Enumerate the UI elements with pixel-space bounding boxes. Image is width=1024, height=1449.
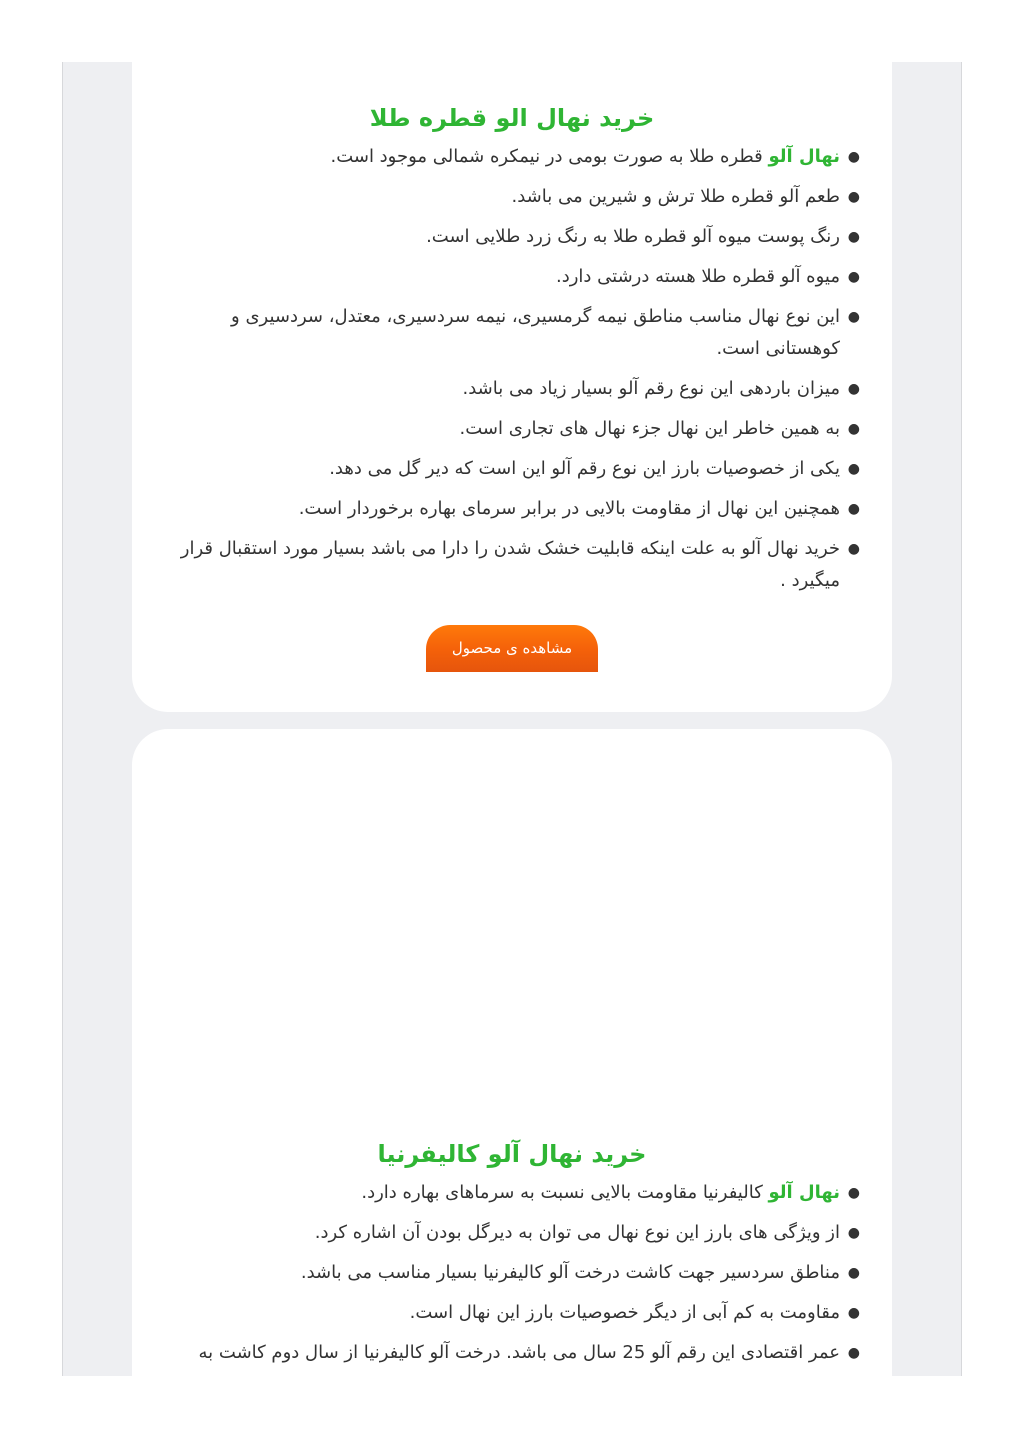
bullet-icon: ●	[847, 380, 860, 397]
feature-list	[162, 1177, 862, 1369]
list-item	[162, 181, 860, 213]
list-item-text: از ویژگی های بارز این نوع نهال می توان به دیرگل بودن آن اشاره کرد.	[314, 1221, 840, 1243]
list-item-text: طعم آلو قطره طلا ترش و شیرین می باشد.	[511, 185, 840, 207]
bullet-icon: ●	[847, 308, 860, 325]
list-item	[162, 1337, 860, 1369]
list-item	[162, 141, 860, 173]
list-item	[162, 1217, 860, 1249]
plum-sapling-link[interactable]: نهال آلو	[768, 1181, 840, 1203]
feature-list	[162, 141, 862, 597]
list-item	[162, 1177, 860, 1209]
list-item	[162, 413, 860, 445]
bullet-icon: ●	[847, 500, 860, 517]
product-card-golden-drop-plum	[132, 62, 892, 712]
bullet-icon: ●	[847, 228, 860, 245]
list-item-text: رنگ پوست میوه آلو قطره طلا به رنگ زرد طلایی است.	[426, 225, 840, 247]
list-item-text: میوه آلو قطره طلا هسته درشتی دارد.	[555, 265, 840, 287]
button-wrapper	[162, 625, 862, 672]
plum-sapling-link[interactable]: نهال آلو	[768, 145, 840, 167]
bullet-icon: ●	[847, 188, 860, 205]
list-item-text: به همین خاطر این نهال جزء نهال های تجاری است.	[459, 417, 840, 439]
list-item-text: میزان باردهی این نوع رقم آلو بسیار زیاد می باشد.	[462, 377, 840, 399]
bullet-icon: ●	[847, 1184, 860, 1201]
list-item-text: یکی از خصوصیات بارز این نوع رقم آلو این است که دیر گل می دهد.	[329, 457, 840, 479]
list-item-text: کالیفرنیا مقاومت بالایی نسبت به سرماهای بهاره دارد.	[361, 1181, 769, 1203]
bullet-icon: ●	[847, 460, 860, 477]
bullet-icon: ●	[847, 1304, 860, 1321]
list-item-text: مناطق سردسیر جهت کاشت درخت آلو کالیفرنیا بسیار مناسب می باشد.	[300, 1261, 840, 1283]
list-item	[162, 261, 860, 293]
list-item-text: قطره طلا به صورت بومی در نیمکره شمالی موجود است.	[330, 145, 769, 167]
bullet-icon: ●	[847, 1344, 860, 1361]
bullet-icon: ●	[847, 1264, 860, 1281]
bullet-icon: ●	[847, 148, 860, 165]
list-item-text: عمر اقتصادی این رقم آلو 25 سال می باشد. درخت آلو کالیفرنیا از سال دوم کاشت به	[198, 1341, 840, 1363]
list-item	[162, 1257, 860, 1289]
view-product-button[interactable]: مشاهده ی محصول	[426, 625, 598, 672]
bullet-icon: ●	[847, 1224, 860, 1241]
list-item-text: همچنین این نهال از مقاومت بالایی در برابر سرمای بهاره برخوردار است.	[298, 497, 840, 519]
list-item	[162, 221, 860, 253]
list-item	[162, 453, 860, 485]
list-item	[162, 373, 860, 405]
list-item	[162, 533, 860, 597]
list-item-text: خرید نهال آلو به علت اینکه قابلیت خشک شدن را دارا می باشد بسیار مورد استقبال قرار میگیرد .	[180, 537, 840, 591]
list-item-text: این نوع نهال مناسب مناطق نیمه گرمسیری، نیمه سردسیری، معتدل، سردسیری و کوهستانی است.	[231, 305, 840, 359]
bullet-icon: ●	[847, 420, 860, 437]
list-item	[162, 1297, 860, 1329]
list-item	[162, 493, 860, 525]
list-item	[162, 301, 860, 365]
bullet-icon: ●	[847, 540, 860, 557]
section-title: خرید نهال الو قطره طلا	[369, 104, 655, 132]
product-card-california-plum	[132, 729, 892, 1376]
list-item-text: مقاومت به کم آبی از دیگر خصوصیات بارز این نهال است.	[409, 1301, 840, 1323]
section-title: خرید نهال آلو کالیفرنیا	[377, 1140, 647, 1168]
bullet-icon: ●	[847, 268, 860, 285]
